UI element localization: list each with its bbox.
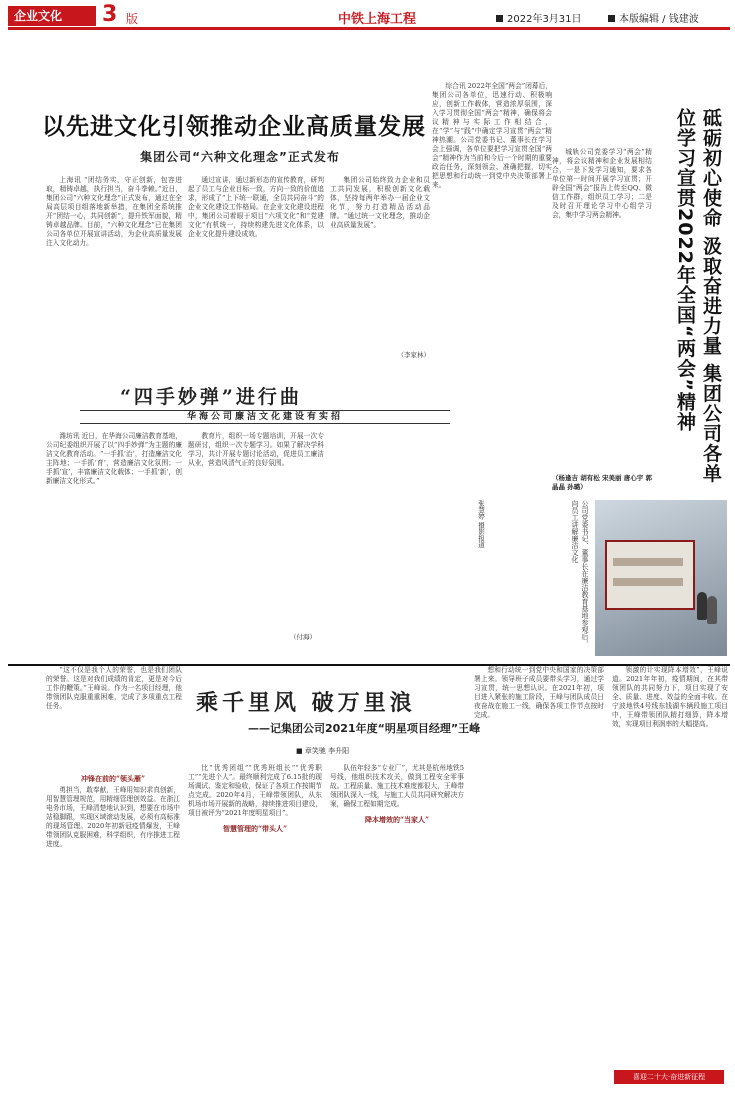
issue-date xyxy=(496,10,582,25)
photo-person xyxy=(697,592,707,620)
article3-section-head-3: 降本增效的“当家人” xyxy=(364,815,430,824)
photo-display-wall xyxy=(605,540,695,610)
feature-headline: 砥砺初心使命 汲取奋进力量 集团公司各单位学习宣贯2022年全国“两会”精神 xyxy=(674,108,722,484)
article3-column-4-text: 想和行动统一到党中央和国家的决策部署上来。领导班子成员要带头学习，通过学习宣贯，统一思想认识。在2021年初，项目进入紧张的施工阶段，王峰与团队成员日夜奋战在施工一线，确保各项工作节点按时完成。 xyxy=(474,666,604,719)
article1-subtitle: 集团公司“六种文化理念”正式发布 xyxy=(140,150,340,164)
feature-authors: （杨逢吉 胡有松 宋美丽 唐心宇 郭晶晶 孙璐） xyxy=(552,474,653,491)
article2-title: “四手妙弹”进行曲 xyxy=(120,386,302,408)
article1-column-3-text: 集团公司始终致力企业和员工共同发展，积极创新文化载体，坚持每两年举办一届企业文化节，努力打造精品活动品牌。“通过统一文化理念，推动企业高质量发展”。 xyxy=(330,176,430,229)
article1-title: 以先进文化引领推动企业高质量发展 xyxy=(42,114,426,140)
issue-date-text: 2022年3月31日 xyxy=(507,14,582,25)
article1-column-1 xyxy=(46,176,182,360)
editor-text: 本版编辑 / 钱建波 xyxy=(619,14,699,25)
feature-column-1 xyxy=(432,82,552,500)
feature-column-2 xyxy=(552,148,652,498)
photo-caption: 公司党委书记、董事长在廉洁教育基地参观后，向员工讲解廉洁文化 xyxy=(571,500,589,647)
article3-column-4 xyxy=(474,666,604,1090)
article2-column-1 xyxy=(46,432,182,642)
article3-section-head-1: 冲锋在前的“领头雁” xyxy=(80,774,146,783)
article3-column-3-text: 队伍年轻多“专业厂”，尤其是杭州地铁5号线，他组织技术攻关，做到工程安全零事故。工程质量、施工技术难度都很大，王峰带领团队深入一线，与施工人员共同研究解决方案，确保工程如期完成。 xyxy=(330,764,464,808)
article2-column-1-text: 潍坊讯 近日，在华海公司廉洁教育基地，公司纪委组织开展了以“四手妙弹”为主题的廉洁文化教育活动。“一手抓‘治’，打造廉洁文化主阵地；一手抓‘育’，营造廉洁文化氛围；一手抓‘宣’，丰富廉洁文化载体；一手抓‘新’，创新廉洁文化形式。” xyxy=(46,432,182,485)
exhibition-photo xyxy=(595,500,727,656)
feature-column-1-text: 综合讯 2022年全国“两会”闭幕后，集团公司各单位，迅速行动、积极响应，创新工作载体，营造浓厚氛围，深入学习贯彻全国“两会”精神，确保将会议精神与实际工作相结合，在“学”与“践”中确定学习宣贯“两会”精神热潮。公司党委书记、董事长在学习会上强调，各单位要把学习宣贯全国“两会”精神作为当前和今后一个时期的重要政治任务，深刻领会、准确把握，切实把思想和行动统一到党中央决策部署上来。 xyxy=(432,82,552,189)
article3-column-2-text: 比“优秀团组”“优秀班组长”“优秀职工”“先进个人”。最终顺利完成了6.15批的现场调试、鉴定和验收，保证了各项工作按期节点完成。2020年4月，王峰带领团队，从东机场市场开展新的战略，持续推进项目建设，项目被评为“2021年度明星项目”。 xyxy=(188,764,322,817)
photo-display-shelf xyxy=(613,578,683,586)
article1-column-2 xyxy=(188,176,324,360)
article1-column-2-text: 通过宣讲，通过新形态的宣传教育，研判起了员工与企业目标一致，方向一致的价值追求，形成了“上下统一联通，全员共同奋斗”的企业文化建设工作格局。在企业文化建设进程中，集团公司着眼于项目“六项文化”和“党建文化”有机统一，持续构建先进文化体系，以企业文化提升建设成效。 xyxy=(188,176,324,238)
article3-column-1 xyxy=(46,774,180,1090)
article3-column-2 xyxy=(188,764,322,1090)
article3-section-head-2: 智慧管理的“带头人” xyxy=(222,824,288,833)
feature-column-2-text: 城轨公司党委学习“两会”精神，将会议精神和企业发展相结合，一是下发学习通知，要求各单位第一时间开展学习宣贯；开辟全国“两会”报告上传至QQ、微信工作群，组织员工学习；二是及时召开理论学习中心组学习会，集中学习两会精神。 xyxy=(552,148,652,219)
article3-column-5-text: 领激的计实现降本增效”，王峰说道。2021年年初，疫情期间，在其带领团队的共同努力下，项目实现了安全、质量、进度、效益的全面丰收。在宁波地铁4号线东钱湖车辆段施工项目中，王峰带领团队精打细算，降本增效，实现项目利润率的大幅提高。 xyxy=(612,666,728,728)
article3-lead xyxy=(46,666,182,770)
article1-author: （李家林） xyxy=(397,351,430,359)
page-number: 3 xyxy=(102,2,118,27)
paper-name: 中铁上海工程 xyxy=(338,12,417,27)
photo-credit: 张慧婷 摄影报道 xyxy=(477,500,485,548)
article3-authors: ■ 章笑驰 李升阳 xyxy=(296,747,350,755)
article3-subtitle: ——记集团公司2021年度“明星项目经理”王峰 xyxy=(248,722,481,735)
photo-person xyxy=(707,596,717,624)
article1-column-3 xyxy=(330,176,430,360)
masthead xyxy=(8,2,730,30)
photo-display-shelf xyxy=(613,558,683,566)
article3-title: 乘千里风 破万里浪 xyxy=(196,690,416,716)
bullet-icon xyxy=(608,15,615,22)
slogan-banner: 喜迎二十大·奋进新征程 xyxy=(614,1070,724,1084)
editor-credit xyxy=(608,10,699,25)
article2-author: （付海） xyxy=(290,633,316,641)
article3-lead-text: “这不仅是我个人的荣誉，也是我们团队的荣誉。这是对我们成绩的肯定，更是对今后工作的鞭策。”王峰说。作为一名项目经理，他带领团队克服重重困难，完成了多项重点工程任务。 xyxy=(46,666,182,710)
article3-column-5 xyxy=(612,666,728,1066)
section-tab: 企业文化 xyxy=(8,6,96,26)
bullet-icon xyxy=(496,15,503,22)
article2-column-2-text: 教育片，组织一场专题培训，开展一次专题研讨，组织一次专题学习。如果了解决学科学习，共计开展专题讨论活动，促进员工廉洁从业，营造风清气正的良好氛围。 xyxy=(188,432,324,467)
page-number-suffix: 版 xyxy=(126,12,139,26)
article3-column-1-text: 勇担当，敢奉献，王峰用知识求真创新，用智慧管理规范，用精细管理创效益。在浙江电务市场，王峰清楚地认识到，想要在市场中站稳脚跟，实现区域滚动发展，必须有高标准的现场管理。2020年初新冠疫情爆发，王峰带领团队克服困难，科学组织，有序推进工程进度。 xyxy=(46,786,180,848)
article2-column-2 xyxy=(188,432,324,642)
article2-subtitle: 华海公司廉洁文化建设有实招 xyxy=(80,410,450,424)
article3-column-3 xyxy=(330,764,464,1090)
article1-column-1-text: 上海讯 “团结务实，守正创新，包容进取，精铸卓越，执行担当，奋斗拳赖。”近日，集团公司“六种文化理念”正式发布，通过在全局高层项目组落地新举措，在集团全系统推开“团结一心，共同创新”，提升铁军面貌，精铸卓越品牌。目前，“六种文化理念”已在集团公司各单位开展宣讲活动，为企业高质量发展注入文化动力。 xyxy=(46,176,182,247)
